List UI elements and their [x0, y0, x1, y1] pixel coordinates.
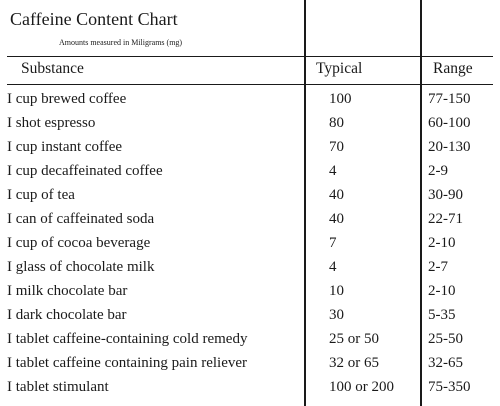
cell-substance: I shot espresso [7, 115, 96, 131]
cell-range: 75-350 [428, 379, 471, 395]
table-row [0, 303, 500, 327]
cell-range: 22-71 [428, 211, 463, 227]
cell-substance: I cup of tea [7, 187, 75, 203]
cell-range: 32-65 [428, 355, 463, 371]
cell-substance: I tablet caffeine-containing cold remedy [7, 331, 248, 347]
header-top-rule [7, 56, 493, 57]
cell-range: 20-130 [428, 139, 471, 155]
table-row [0, 375, 500, 399]
cell-typical: 100 or 200 [329, 379, 394, 395]
cell-substance: I tablet stimulant [7, 379, 109, 395]
table-row [0, 231, 500, 255]
cell-typical: 10 [329, 283, 344, 299]
cell-substance: I cup brewed coffee [7, 91, 127, 107]
cell-range: 30-90 [428, 187, 463, 203]
table-row [0, 327, 500, 351]
cell-range: 2-10 [428, 235, 456, 251]
cell-substance: I glass of chocolate milk [7, 259, 155, 275]
cell-range: 5-35 [428, 307, 456, 323]
table-row [0, 279, 500, 303]
cell-typical: 4 [329, 163, 337, 179]
cell-typical: 30 [329, 307, 344, 323]
cell-typical: 25 or 50 [329, 331, 379, 347]
table-row [0, 87, 500, 111]
cell-typical: 32 or 65 [329, 355, 379, 371]
table-row [0, 111, 500, 135]
table-row [0, 135, 500, 159]
cell-typical: 100 [329, 91, 352, 107]
cell-substance: I dark chocolate bar [7, 307, 127, 323]
header-substance: Substance [21, 60, 84, 77]
cell-typical: 4 [329, 259, 337, 275]
cell-substance: I cup instant coffee [7, 139, 123, 155]
table-row [0, 255, 500, 279]
header-range: Range [433, 60, 473, 77]
cell-range: 2-10 [428, 283, 456, 299]
cell-range: 2-7 [428, 259, 448, 275]
header-bottom-rule [7, 84, 493, 85]
cell-range: 77-150 [428, 91, 471, 107]
cell-range: 2-9 [428, 163, 448, 179]
table-row [0, 159, 500, 183]
cell-typical: 70 [329, 139, 344, 155]
chart-title: Caffeine Content Chart [10, 9, 178, 29]
table-row [0, 351, 500, 375]
cell-typical: 40 [329, 211, 344, 227]
cell-range: 25-50 [428, 331, 463, 347]
table-body [0, 87, 500, 399]
cell-range: 60-100 [428, 115, 471, 131]
header-typical: Typical [316, 60, 363, 77]
cell-substance: I cup of cocoa beverage [7, 235, 151, 251]
cell-substance: I cup decaffeinated coffee [7, 163, 163, 179]
cell-substance: I milk chocolate bar [7, 283, 128, 299]
cell-typical: 40 [329, 187, 344, 203]
table-row [0, 207, 500, 231]
table-row [0, 183, 500, 207]
cell-substance: I tablet caffeine containing pain reliever [7, 355, 248, 371]
cell-typical: 7 [329, 235, 337, 251]
chart-subtitle: Amounts measured in Miligrams (mg) [59, 38, 183, 47]
cell-substance: I can of caffeinated soda [7, 211, 155, 227]
cell-typical: 80 [329, 115, 344, 131]
